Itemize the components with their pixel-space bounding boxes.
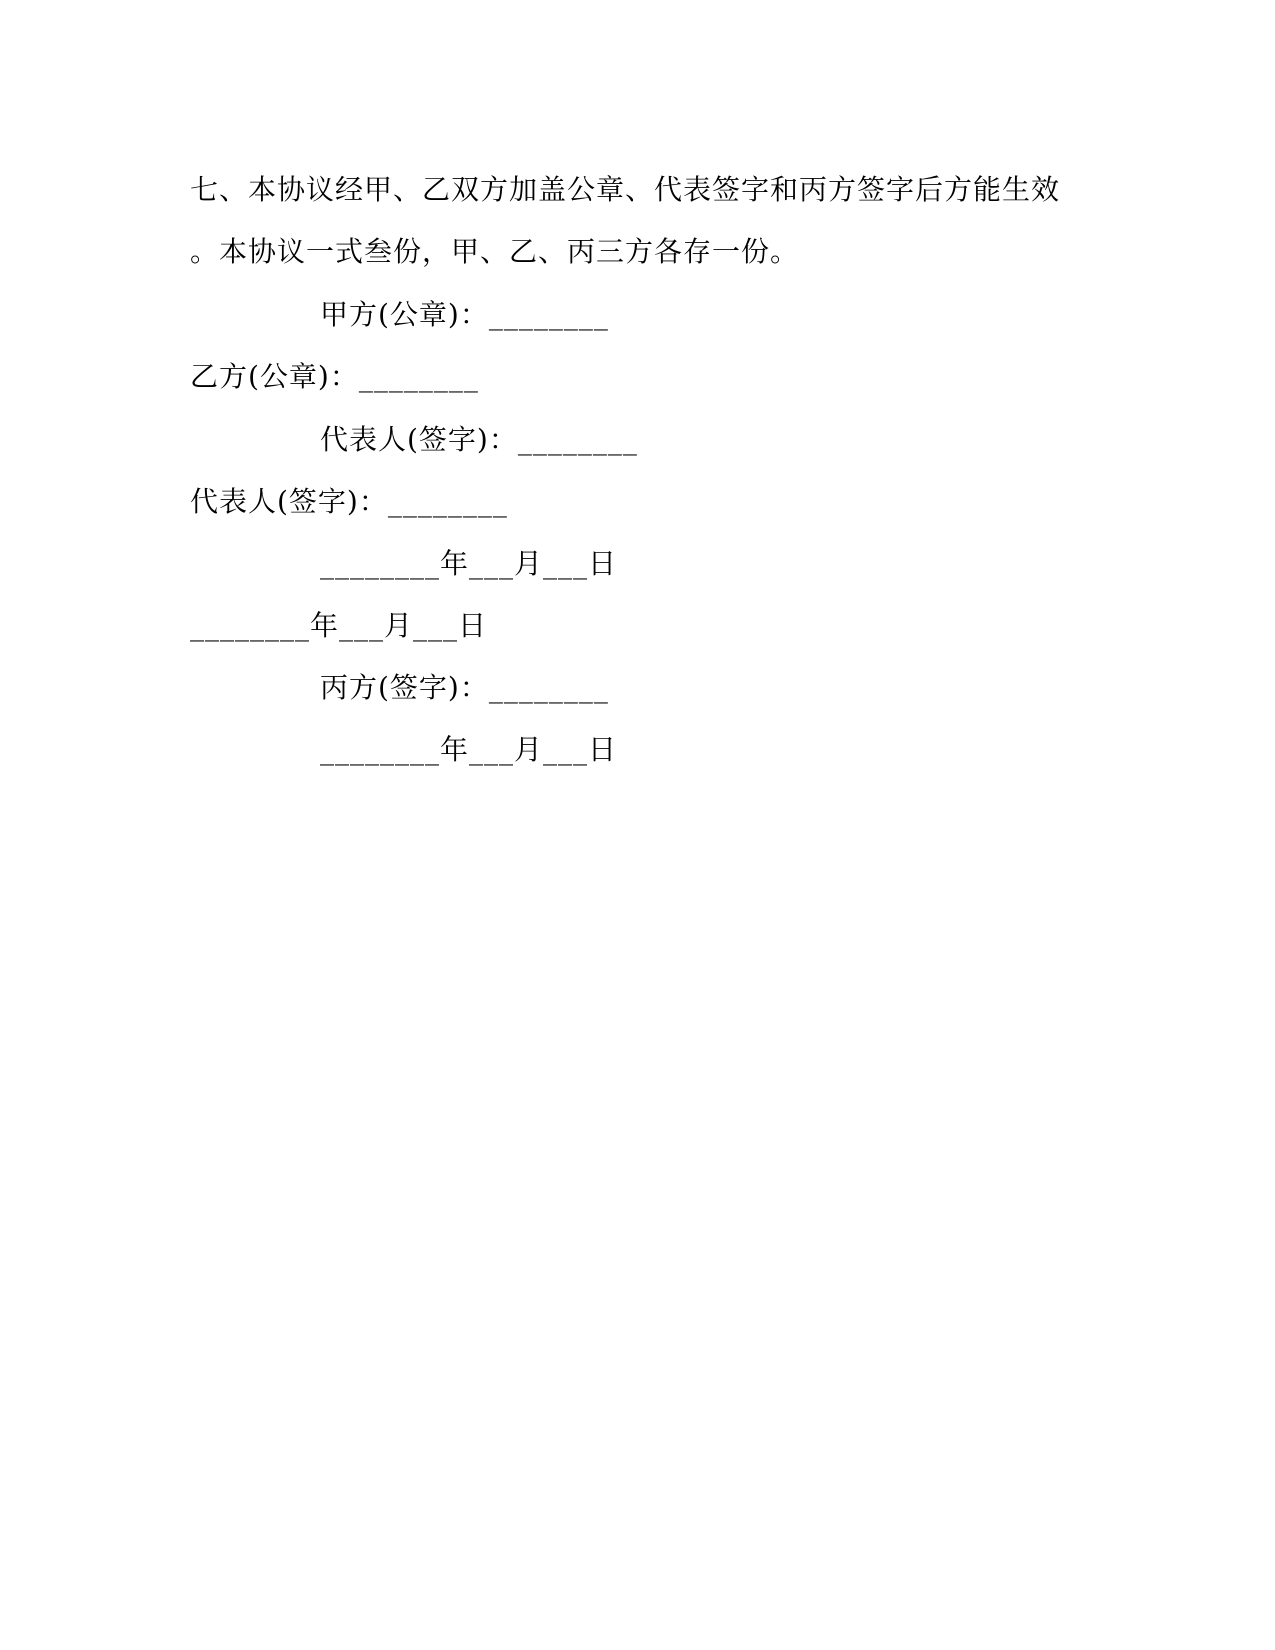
party-b-representative-field: 代表人(签字)：________ (190, 485, 508, 518)
party-a-date-field: ________年___月___日 (320, 547, 618, 580)
party-c-date-field: ________年___月___日 (320, 733, 618, 766)
party-c-signature-field: 丙方(签字)：________ (320, 671, 609, 704)
clause-seven-line-2: 。本协议一式叁份，甲、乙、丙三方各存一份。 (190, 235, 800, 268)
clause-seven-line-1: 七、本协议经甲、乙双方加盖公章、代表签字和丙方签字后方能生效 (190, 173, 1061, 206)
party-a-representative-field: 代表人(签字)：________ (320, 423, 638, 456)
party-b-date-field: ________年___月___日 (190, 609, 488, 642)
party-a-seal-field: 甲方(公章)：________ (320, 298, 609, 331)
party-b-seal-field: 乙方(公章)：________ (190, 360, 479, 393)
